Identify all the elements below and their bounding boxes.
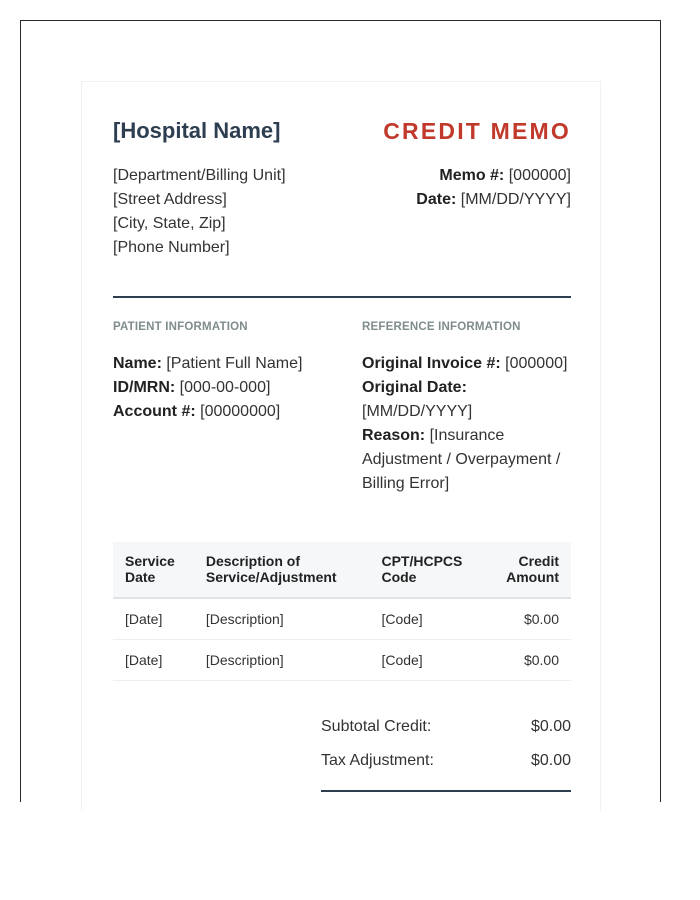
- row-service-date: [Date]: [113, 640, 194, 681]
- table-header-row: [113, 542, 571, 598]
- memo-number-label: Memo #:: [439, 167, 505, 184]
- row-credit-amount: $0.00: [474, 598, 571, 640]
- tax-adjustment-label: Tax Adjustment:: [321, 752, 434, 769]
- hospital-name: [Hospital Name]: [113, 118, 281, 143]
- reason-value: [Insurance Adjustment / Overpayment / Billing Error]: [362, 427, 561, 492]
- patient-name: [113, 352, 343, 376]
- reference-section-label: REFERENCE INFORMATION: [362, 321, 521, 333]
- memo-meta: [416, 164, 571, 212]
- header-credit-amount: Credit Amount: [474, 542, 571, 598]
- row-service-date: [Date]: [113, 598, 194, 640]
- address-line-department: [Department/Billing Unit]: [113, 167, 286, 184]
- subtotal-row: [321, 718, 571, 752]
- totals-section: [321, 718, 571, 786]
- original-invoice-value: [000000]: [505, 355, 568, 372]
- patient-account: [113, 400, 343, 424]
- credit-memo-document: [81, 81, 601, 811]
- address-line-city: [City, State, Zip]: [113, 215, 226, 232]
- hospital-address: [113, 164, 286, 260]
- original-invoice-label: Original Invoice #:: [362, 355, 501, 372]
- header-description: Description of Service/Adjustment: [194, 542, 370, 598]
- tax-adjustment-value: $0.00: [530, 752, 571, 769]
- row-code: [Code]: [369, 640, 474, 681]
- patient-account-value: [00000000]: [200, 403, 281, 420]
- memo-date: [416, 188, 571, 212]
- document-title: CREDIT MEMO: [383, 118, 571, 144]
- patient-account-label: Account #:: [113, 403, 196, 420]
- totals-divider: [321, 790, 571, 792]
- tax-adjustment-row: [321, 752, 571, 786]
- patient-section-label: PATIENT INFORMATION: [113, 321, 248, 333]
- table-row: [113, 598, 571, 640]
- line-items-table: [113, 542, 571, 681]
- patient-id: [113, 376, 343, 400]
- original-invoice: [362, 352, 574, 376]
- header-divider: [113, 296, 571, 298]
- header-service-date: Service Date: [113, 542, 194, 598]
- memo-number-value: [000000]: [508, 167, 571, 184]
- address-line-phone: [Phone Number]: [113, 239, 230, 256]
- reason: [362, 424, 574, 496]
- memo-date-label: Date:: [416, 191, 457, 208]
- row-description: [Description]: [194, 640, 370, 681]
- patient-id-label: ID/MRN:: [113, 379, 176, 396]
- memo-number: [416, 164, 571, 188]
- row-description: [Description]: [194, 598, 370, 640]
- reason-label: Reason:: [362, 427, 426, 444]
- original-date-label: Original Date:: [362, 379, 467, 396]
- original-date-value: [MM/DD/YYYY]: [362, 403, 473, 420]
- table-row: [113, 640, 571, 681]
- subtotal-value: $0.00: [530, 718, 571, 735]
- original-date: [362, 376, 574, 424]
- row-credit-amount: $0.00: [474, 640, 571, 681]
- subtotal-label: Subtotal Credit:: [321, 718, 432, 735]
- patient-id-value: [000-00-000]: [179, 379, 271, 396]
- patient-name-value: [Patient Full Name]: [166, 355, 303, 372]
- patient-name-label: Name:: [113, 355, 162, 372]
- header-code: CPT/HCPCS Code: [369, 542, 474, 598]
- reference-info: [362, 352, 574, 496]
- patient-info: [113, 352, 343, 424]
- row-code: [Code]: [369, 598, 474, 640]
- address-line-street: [Street Address]: [113, 191, 227, 208]
- memo-date-value: [MM/DD/YYYY]: [460, 191, 571, 208]
